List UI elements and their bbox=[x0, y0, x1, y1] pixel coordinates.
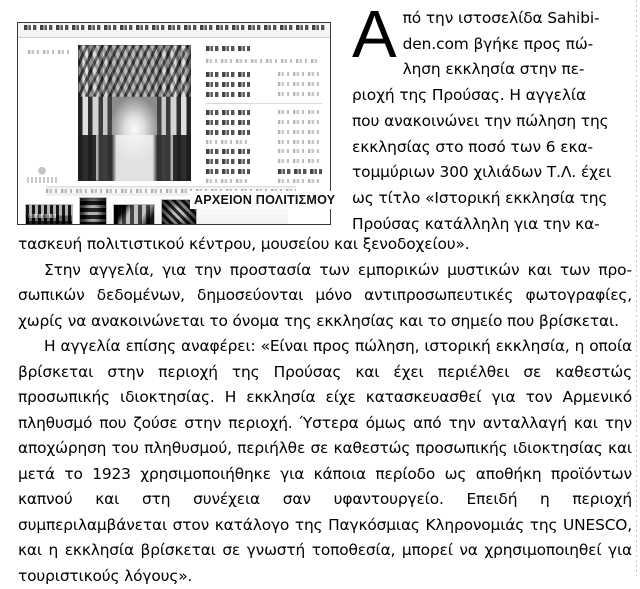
browser-title-bar bbox=[18, 23, 330, 38]
detail-value bbox=[278, 130, 322, 134]
detail-key bbox=[206, 92, 250, 97]
detail-value bbox=[278, 140, 322, 144]
listing-footer-text bbox=[28, 214, 56, 218]
detail-key bbox=[206, 82, 250, 87]
detail-row bbox=[206, 92, 322, 97]
thumbnail-image[interactable] bbox=[114, 205, 154, 225]
detail-key bbox=[206, 140, 250, 144]
paragraph: Η αγγελία επίσης αναφέρει: «Είναι προς πώληση, ιστορική εκκλησία, η οποία βρίσκεται στην περιοχή της Προύσας και έχει περιέλθει σε καθεστώς προσωπικής ιδιοκτησίας. Η εκκλησία είχε κατασκευασθεί για τον Αρμενικό πληθυσμό που ζούσε στην περιοχή. Ύστερα όμως από την ανταλλαγή και την αποχώρηση του πληθυσμού, περιήλθε σε καθεστώς προσωπικής ιδιοκτησίας και μετά το 1923 χρησιμοποιήθηκε για κάποια περίοδο ως αποθήκη προϊόντων καπνού και στη συνέχεια σαν υφαντουργείο. Επειδή η περιοχή συμπεριλαμβάνεται στον κατάλογο της Παγκόσμιας Κληρονομιάς της UNESCO, και η εκκλησία βρίσκεται σε γνωστή τοποθεσία, μπορεί να χρησιμοποιηθεί για τουριστικούς λόγους». bbox=[18, 337, 632, 585]
detail-row bbox=[206, 130, 322, 135]
paragraph: τασκευή πολιτιστικού κέντρου, μουσείου και ξενοδοχείου». bbox=[18, 235, 470, 253]
detail-value bbox=[278, 92, 322, 96]
detail-value bbox=[278, 149, 322, 153]
detail-row bbox=[206, 110, 322, 115]
listing-breadcrumbs bbox=[206, 59, 318, 63]
browser-title-text bbox=[24, 25, 326, 30]
figure-caption: ΑΡΧΕΙΟΝ ΠΟΛΙΤΙΣΜΟΥ bbox=[190, 191, 335, 209]
detail-value bbox=[278, 179, 322, 183]
detail-value bbox=[278, 120, 322, 124]
church-interior-photo[interactable] bbox=[78, 45, 191, 181]
detail-key bbox=[206, 120, 250, 125]
page-crop-rule bbox=[636, 0, 637, 576]
lead-text: πό την ιστοσελίδα Sahibi- den.com βγήκε προς πώ- ληση εκκλησία στην πε- ριοχή της Προύσας. Η αγγελία που ανακοινώνει την πώληση της εκκλησίας στο ποσό των 6 εκα- τομμύριων 300 χιλιάδων Τ.Λ. έχει ως τίτλο «Ιστορική εκκλησία της Προύσας κατάλληλη για την κα- bbox=[352, 9, 612, 233]
detail-value bbox=[278, 169, 322, 174]
detail-key bbox=[206, 130, 250, 135]
article-lead-column bbox=[352, 0, 634, 237]
detail-key bbox=[206, 149, 250, 154]
listing-details-panel bbox=[206, 46, 322, 199]
thumbnail-image[interactable] bbox=[80, 198, 106, 225]
detail-key bbox=[206, 159, 250, 164]
thumbnail-strip bbox=[26, 198, 196, 225]
detail-divider bbox=[206, 103, 322, 104]
detail-value bbox=[278, 110, 322, 114]
detail-row bbox=[206, 169, 322, 174]
listing-breadcrumb-stub bbox=[28, 50, 70, 54]
detail-row bbox=[206, 149, 322, 154]
detail-key bbox=[206, 110, 250, 115]
paragraph: Στην αγγελία, για την προστασία των εμπορικών μυστικών και των προσωπικών δεδομένων, δημοσεύονται μόνο αντιπροσωπευτικές φωτογραφίες, χωρίς να ανακοινώνεται το όνομα της εκκλησίας και το σημείο που βρίσκεται. bbox=[18, 260, 632, 330]
drop-cap: Α bbox=[352, 0, 397, 72]
detail-value bbox=[278, 72, 322, 76]
detail-row bbox=[206, 159, 322, 164]
listing-title-text bbox=[206, 46, 250, 51]
detail-row bbox=[206, 120, 322, 125]
detail-key bbox=[206, 169, 250, 174]
detail-value bbox=[278, 82, 322, 86]
article-body bbox=[18, 232, 632, 589]
watermark-icon bbox=[27, 163, 57, 185]
detail-value bbox=[278, 159, 322, 163]
detail-row bbox=[206, 82, 322, 87]
detail-row bbox=[206, 72, 322, 77]
detail-key bbox=[206, 72, 250, 77]
detail-row bbox=[206, 140, 322, 144]
breadcrumb-text bbox=[28, 50, 70, 54]
detail-row bbox=[206, 179, 322, 183]
detail-key bbox=[206, 179, 250, 183]
